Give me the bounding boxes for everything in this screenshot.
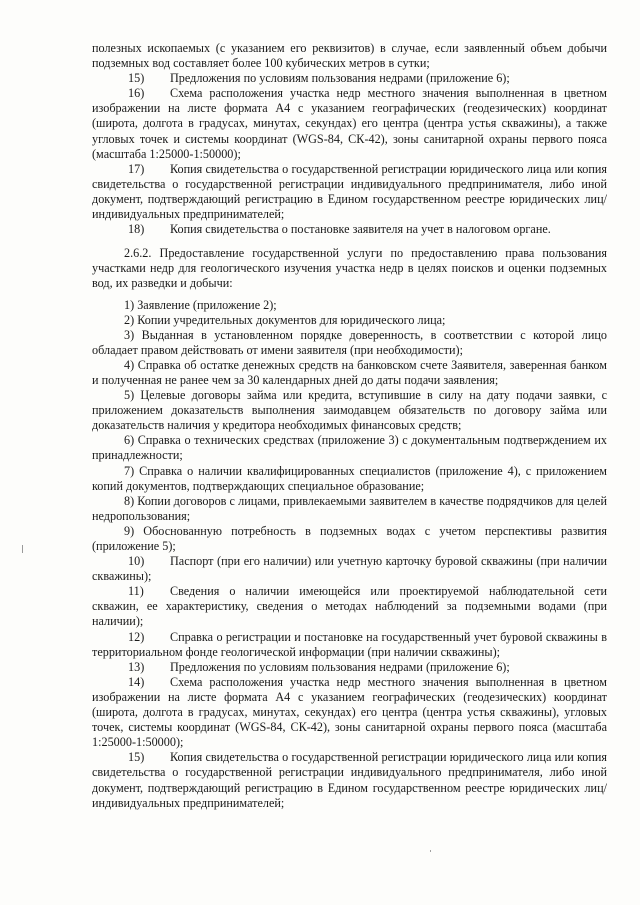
item-number: 10) (128, 554, 145, 569)
list-item-15b (92, 750, 607, 810)
list-item: 9) Обоснованную потребность в подземных водах с учетом перспективы развития (приложение 5); (92, 523, 607, 553)
list-item-15 (92, 71, 607, 86)
item-text: Сведения о наличии имеющейся или проектируемой наблюдательной сети скважин, ее характеристику, сведения о методах наблюдений за подземными водами (при наличии); (92, 584, 607, 629)
list-item: 2) Копии учредительных документов для юридического лица; (124, 312, 446, 327)
item-number: 17) (128, 161, 145, 176)
item-number: 16) (128, 86, 145, 101)
item-number: 12) (128, 629, 145, 644)
item-text: Паспорт (при его наличии) или учетную карточку буровой скважины (при наличии скважины); (92, 554, 607, 584)
item-text: Схема расположения участка недр местного значения выполненная в цветном изображении на листе формата А4 с указанием географических (геодезических) координат (широта, долгота в градусах, минутах, секундах) его центра (центра устья скважины), а также угловых точек и системы координат (WGS-84, СК-42), зоны санитарной охраны первого пояса (масштаба 1:25000-1:50000); (92, 86, 607, 161)
scan-mark (22, 545, 23, 553)
item-text: Предложения по условиям пользования недрами (приложение 6); (170, 71, 510, 86)
list-item: 8) Копии договоров с лицами, привлекаемыми заявителем в качестве подрядчиков для целей недропользования; (92, 493, 607, 523)
scan-speck (430, 850, 431, 852)
list-item-10 (92, 554, 607, 584)
list-item: 4) Справка об остатке денежных средств на банковском счете Заявителя, заверенная банком и полученная не ранее чем за 30 календарных дней до даты подачи заявления; (92, 357, 607, 387)
item-text: Справка о регистрации и постановке на государственный учет буровой скважины в территориальном фонде геологической информации (при наличии скважины); (92, 629, 607, 659)
list-item: 1) Заявление (приложение 2); (124, 297, 277, 312)
list-item-16 (92, 86, 607, 161)
item-text: Копия свидетельства о государственной регистрации юридического лица или копия свидетельства о государственной регистрации индивидуального предпринимателя, либо иной документ, подтверждающий регистрацию в Едином государственном реестре юридических лиц/индивидуальных предпринимателей; (92, 161, 607, 222)
list-item-11 (92, 584, 607, 629)
item-text: Копия свидетельства о постановке заявителя на учет в налоговом органе. (170, 222, 551, 237)
list-item-13 (92, 660, 607, 675)
item-text: Предложения по условиям пользования недрами (приложение 6); (170, 659, 510, 674)
item-number: 15) (128, 750, 145, 765)
list-item-17 (92, 162, 607, 222)
item-number: 18) (128, 222, 145, 237)
item-number: 11) (128, 584, 144, 599)
item-number: 14) (128, 674, 145, 689)
list-item-12 (92, 630, 607, 660)
list-item: 7) Справка о наличии квалифицированных специалистов (приложение 4), с приложением копий документов, подтверждающих специальное образование; (92, 463, 607, 493)
item-number: 13) (128, 659, 145, 674)
item-number: 15) (128, 71, 145, 86)
list-item-18 (92, 222, 607, 237)
item-text: Схема расположения участка недр местного значения выполненная в цветном изображении на листе формата А4 с указанием географических (геодезических) координат (широта, долгота в градусах, минутах, секундах) его центра (центра устья скважины), угловых точек, системы координат (WGS-84, СК-42), зоны санитарной охраны первого пояса (масштаба 1:25000-1:50000); (92, 674, 607, 750)
list-item: 5) Целевые договоры займа или кредита, вступившие в силу на дату подачи заявки, с приложением доказательств выполнения заимодавцем обязательств по договору займа или доказательств наличия у кредитора необходимых финансовых средств; (92, 388, 607, 433)
list-item-14 (92, 675, 607, 750)
list-item: 6) Справка о технических средствах (приложение 3) с документальным подтверждением их принадлежности; (92, 433, 607, 463)
section-heading: 2.6.2. Предоставление государственной услуги по предоставлению права пользования участками недр для геологического изучения участка недр в целях поисков и оценки подземных вод, их разведки и добычи: (92, 246, 607, 291)
document-page (92, 41, 607, 811)
item-text: Копия свидетельства о государственной регистрации юридического лица или копия свидетельства о государственной регистрации индивидуального предпринимателя, либо иной документ, подтверждающий регистрацию в Едином государственном реестре юридических лиц/индивидуальных предпринимателей; (92, 750, 607, 810)
list-item: 3) Выданная в установленном порядке доверенность, в соответствии с которой лицо обладает правом действовать от имени заявителя (при необходимости); (92, 327, 607, 357)
paragraph-continuation: полезных ископаемых (с указанием его реквизитов) в случае, если заявленный объем добычи подземных вод составляет более 100 кубических метров в сутки; (92, 41, 607, 71)
